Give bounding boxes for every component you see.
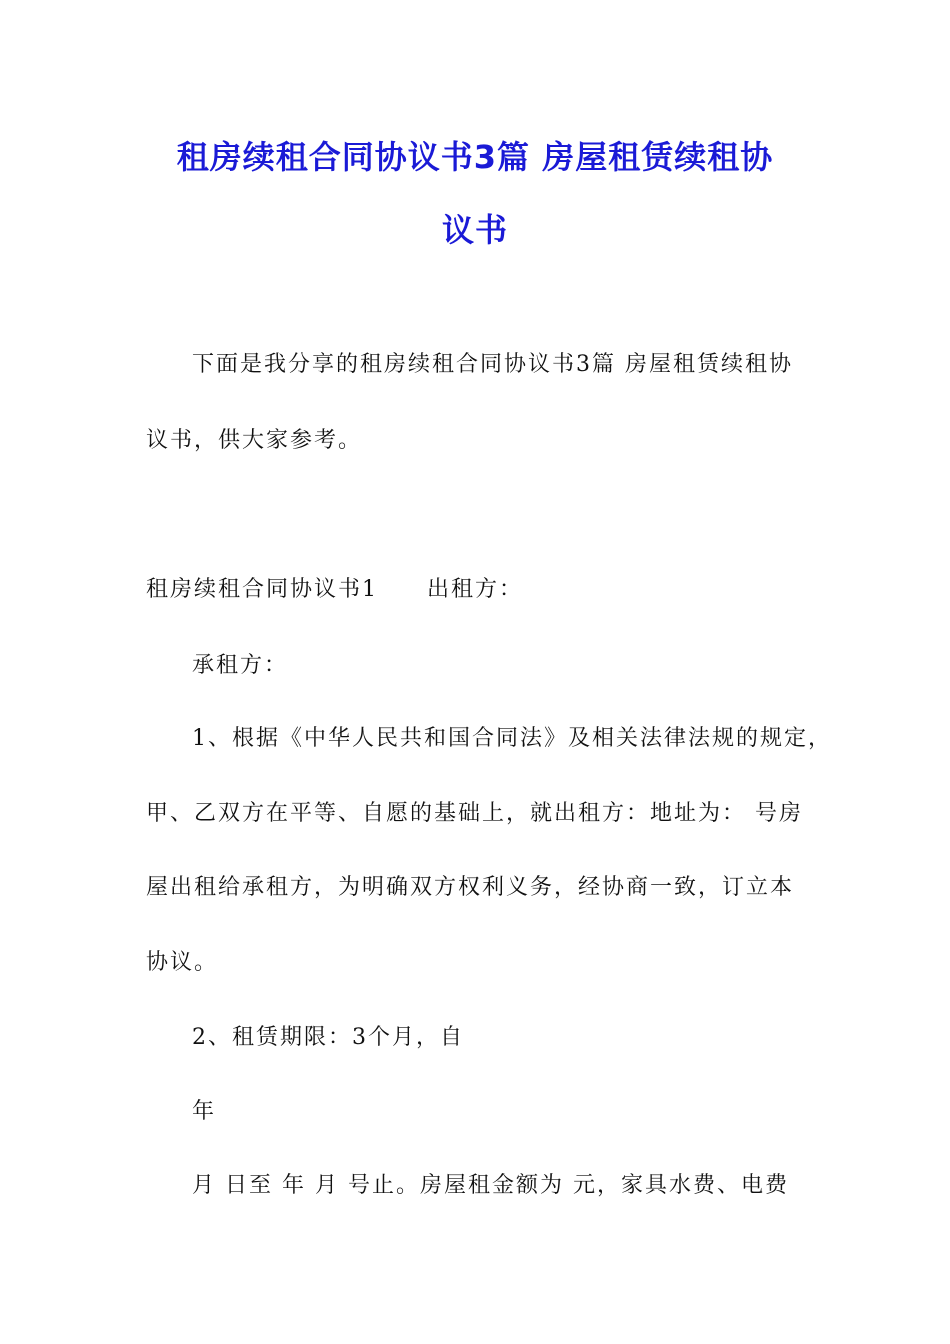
document-title-line-1: 租房续租合同协议书3篇 房屋租赁续租协: [176, 138, 774, 176]
document-title-line-2: 议书: [441, 211, 508, 249]
lessee-label: 承租方：: [192, 653, 289, 678]
clause-1-line-2: 甲、乙双方在平等、自愿的基础上，就出租方：地址为： 号房: [146, 801, 803, 826]
clause-1-line-3: 屋出租给承租方，为明确双方权利义务，经协商一致，订立本: [146, 875, 795, 900]
intro-paragraph-line-1: 下面是我分享的租房续租合同协议书3篇 房屋租赁续租协: [192, 352, 793, 377]
clause-1-line-4: 协议。: [146, 950, 219, 975]
clause-2-line-3: 月 日至 年 月 号止。房屋租金额为 元，家具水费、电费: [192, 1173, 789, 1198]
clause-2-line-1: 2、租赁期限：3个月，自: [192, 1025, 464, 1050]
clause-1-line-1: 1、根据《中华人民共和国合同法》及相关法律法规的规定，: [192, 726, 832, 751]
lessor-label: 出租方：: [427, 577, 524, 602]
section-heading: 租房续租合同协议书1: [146, 577, 378, 602]
clause-2-line-2: 年: [192, 1099, 217, 1124]
intro-paragraph-line-2: 议书，供大家参考。: [146, 428, 363, 453]
